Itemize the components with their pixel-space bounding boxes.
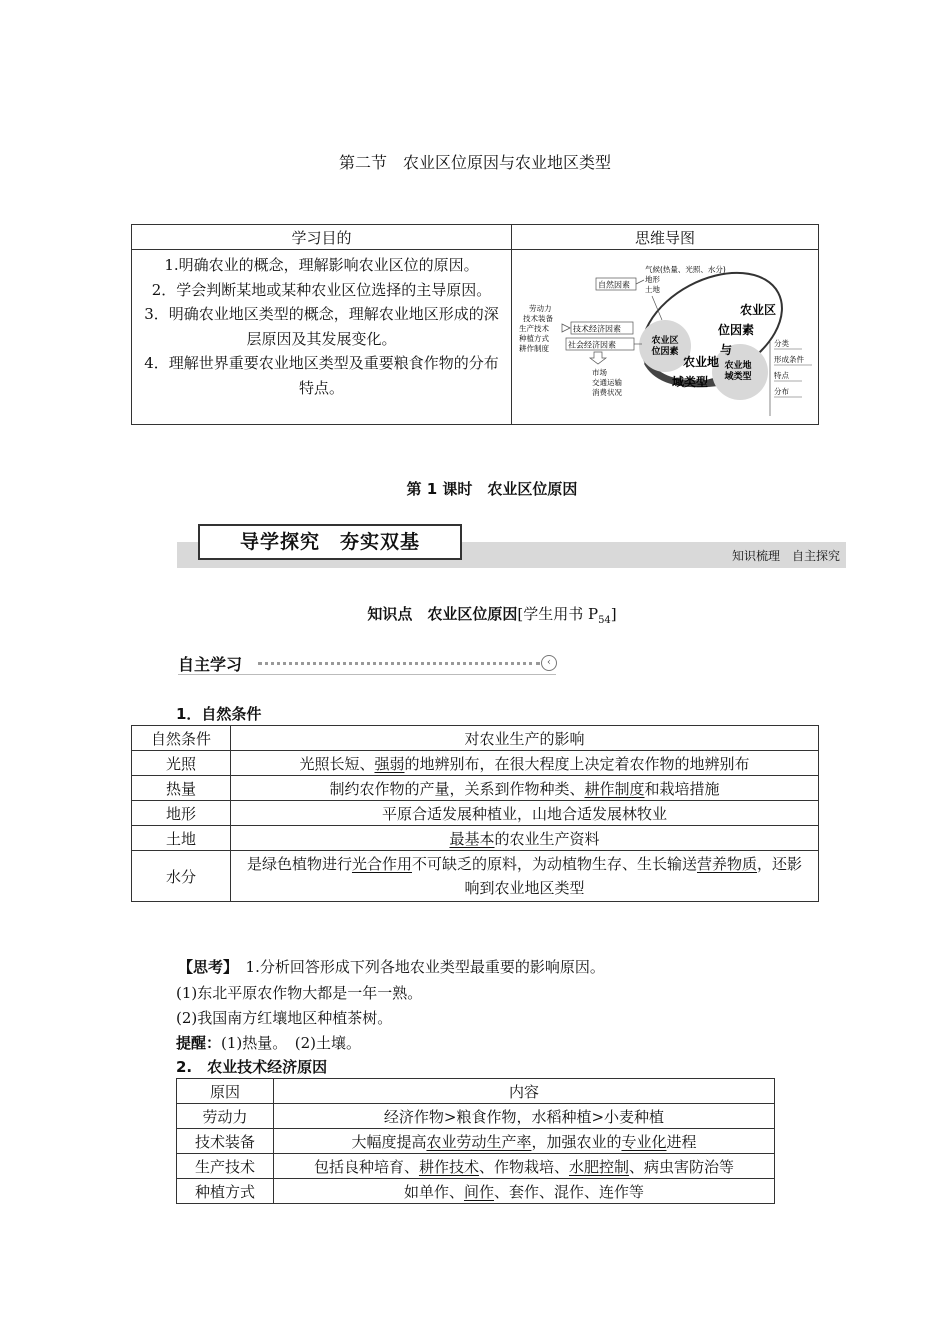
big-label-5: 域类型: [672, 375, 709, 389]
row-name: 光照: [132, 751, 231, 776]
type-item: 分布: [774, 387, 789, 396]
row-name: 技术装备: [177, 1129, 274, 1154]
text-part: 不可缺乏的原料，为动植物生存、生长输送: [411, 855, 697, 873]
row-content: [274, 1104, 775, 1129]
think-tag: 【思考】: [178, 958, 231, 976]
objective-item: 2．学会判断某地或某种农业区位选择的主导原因。: [151, 280, 492, 299]
tech-item: 耕作制度: [519, 344, 549, 353]
underlined-answer: 营养物质: [697, 855, 758, 873]
type-item: 特点: [774, 371, 789, 380]
natural-table: [131, 725, 819, 902]
think-sub-2: (2)我国南方红壤地区种植茶树。: [176, 1009, 393, 1027]
text-part: ，还影响到农业地区类型: [464, 855, 803, 897]
text-part: 是绿色植物进行: [246, 855, 352, 873]
natural-table-header: 对农业生产的影响: [231, 726, 819, 751]
row-content: [231, 851, 819, 902]
text-part: 如单作、: [403, 1182, 464, 1201]
tech-item: 技术装备: [523, 314, 553, 323]
mindmap-cell: [512, 250, 819, 425]
tech-item: 生产技术: [519, 324, 549, 333]
objective-item: 1.明确农业的概念，理解影响农业区位的原因。: [164, 256, 479, 274]
type-item: 形成条件: [774, 355, 804, 364]
heading-underline: [178, 674, 556, 675]
table-row: [177, 1129, 775, 1154]
big-label-2: 位因素: [718, 323, 755, 337]
underlined-answer: 间作: [463, 1182, 494, 1201]
big-label-1: 农业区: [740, 303, 777, 317]
big-label-4: 农业地: [683, 355, 720, 369]
social-item: 市场: [592, 368, 607, 377]
chevron-left-icon: ‹: [541, 655, 557, 671]
underlined-answer: 农业劳动生产率: [426, 1132, 532, 1151]
type-circle-label-1: 农业地: [724, 361, 752, 371]
table-row: [132, 826, 819, 851]
natural-item: 气候(热量、光照、水分): [645, 265, 726, 274]
tech-item: 劳动力: [529, 304, 552, 313]
row-name: 劳动力: [177, 1104, 274, 1129]
section-title: 第二节 农业区位原因与农业地区类型: [338, 153, 611, 172]
self-study-heading: 自主学习: [178, 655, 243, 674]
text-part: 的地辨别布，在很大程度上决定着农作物的地辨别布: [404, 754, 750, 773]
underlined-answer: 强弱: [374, 754, 405, 773]
dotted-rule: [258, 662, 540, 665]
row-content: [274, 1179, 775, 1204]
center-label-2: 位因素: [651, 347, 679, 357]
text-part: 进程: [666, 1132, 697, 1151]
row-content: [231, 826, 819, 851]
objectives-list: [132, 250, 512, 425]
text-part: 制约农作物的产量，关系到作物种类、: [329, 779, 585, 798]
connector-line: [636, 280, 644, 284]
underlined-answer: 最基本: [449, 829, 495, 848]
row-content: [274, 1154, 775, 1179]
text-part: 大幅度提高: [351, 1132, 427, 1151]
objectives-header: 学习目的: [132, 225, 512, 250]
tech-table-header: 原因: [177, 1079, 274, 1104]
knowledge-point-ref: [学生用书 P: [517, 605, 599, 623]
banner-title: 导学探究 夯实双基: [198, 524, 462, 560]
text-part: 光照长短、: [299, 754, 375, 773]
big-label-3: 与: [720, 343, 733, 357]
social-item: 消费状况: [592, 388, 622, 397]
row-content: [274, 1129, 775, 1154]
natural-item: 土地: [645, 285, 660, 294]
objective-item: 3．明确农业地区类型的概念，理解农业地区形成的深层原因及其发展变化。: [144, 305, 499, 348]
underlined-answer: 光合作用: [351, 855, 412, 873]
knowledge-point: [0, 603, 950, 626]
row-content: [231, 751, 819, 776]
natural-label: 自然因素: [598, 280, 630, 290]
banner-right-text: 知识梳理 自主探究: [731, 549, 840, 563]
underlined-answer: 水肥控制: [569, 1157, 630, 1176]
natural-table-header: 自然条件: [132, 726, 231, 751]
row-name: 种植方式: [177, 1179, 274, 1204]
arrow-down-icon: [590, 352, 606, 364]
tech-item: 种植方式: [519, 334, 549, 343]
think-question: [178, 956, 605, 977]
underlined-answer: 耕作制度: [584, 779, 645, 798]
row-name: 水分: [132, 851, 231, 902]
text-part: 、病虫害防治等: [629, 1157, 735, 1176]
row-content: [231, 776, 819, 801]
arrow-left-icon: [562, 324, 570, 332]
underlined-answer: 专业化: [621, 1132, 667, 1151]
text-part: 、作物栽培、: [478, 1157, 569, 1176]
lesson-title: 第 1 课时 农业区位原因: [406, 480, 578, 498]
table-row: [132, 776, 819, 801]
objective-item: 4．理解世界重要农业地区类型及重要粮食作物的分布特点。: [144, 354, 499, 397]
text-part: 、套作、混作、连作等: [494, 1182, 645, 1201]
tech-table: [176, 1078, 775, 1204]
row-name: 生产技术: [177, 1154, 274, 1179]
row-content: 平原合适发展种植业，山地合适发展林牧业: [231, 801, 819, 826]
text-part: 的农业生产资料: [494, 829, 600, 848]
text-part: 经济作物>粮食作物，水稻种植>小麦种植: [383, 1107, 665, 1126]
row-name: 热量: [132, 776, 231, 801]
tech-table-header: 内容: [274, 1079, 775, 1104]
think-text: 1.分析回答形成下列各地农业类型最重要的影响原因。: [245, 958, 605, 976]
table-row: [132, 751, 819, 776]
mindmap-header: 思维导图: [512, 225, 819, 250]
type-item: 分类: [774, 339, 789, 348]
knowledge-point-page: 54: [598, 615, 611, 626]
center-label-1: 农业区: [651, 336, 679, 346]
hint-text: (1)热量。 (2)土壤。: [221, 1034, 362, 1052]
tech-section-title: 2. 农业技术经济原因: [176, 1058, 328, 1076]
mindmap-diagram: [512, 250, 818, 424]
natural-section-title: 1．自然条件: [176, 705, 262, 723]
table-row: [177, 1179, 775, 1204]
underlined-answer: 耕作技术: [418, 1157, 479, 1176]
text-part: 包括良种培育、: [313, 1157, 419, 1176]
table-row: [177, 1154, 775, 1179]
think-sub-1: (1)东北平原农作物大都是一年一熟。: [176, 984, 423, 1002]
knowledge-point-ref-end: ]: [610, 605, 617, 623]
text-part: 和栽培措施: [644, 779, 720, 798]
natural-item: 地形: [645, 275, 660, 284]
text-part: ，加强农业的: [531, 1132, 622, 1151]
row-name: 地形: [132, 801, 231, 826]
row-name: 土地: [132, 826, 231, 851]
table-row: [132, 801, 819, 826]
social-item: 交通运输: [592, 378, 622, 387]
tech-label: 技术经济因素: [573, 324, 621, 334]
hint-label: 提醒：: [176, 1034, 222, 1052]
knowledge-point-title: 知识点 农业区位原因: [367, 605, 518, 623]
objectives-table: [131, 224, 819, 425]
table-row: [177, 1104, 775, 1129]
hint: [176, 1032, 361, 1053]
type-circle-label-2: 域类型: [724, 372, 752, 382]
social-label: 社会经济因素: [568, 340, 616, 350]
table-row: [132, 851, 819, 902]
